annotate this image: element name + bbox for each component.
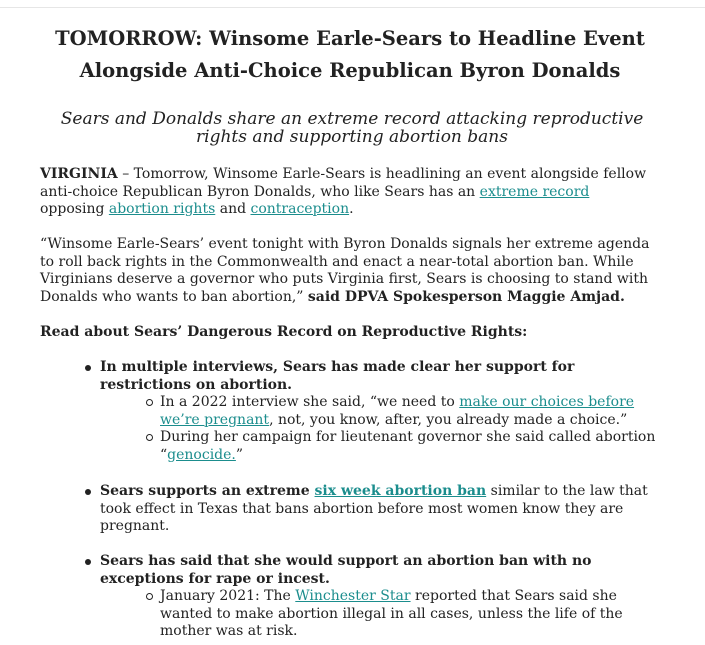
genocide-link[interactable]: genocide. — [167, 446, 236, 463]
abortion-rights-link[interactable]: abortion rights — [108, 201, 216, 217]
six-week-ban-link[interactable]: six week abortion ban — [314, 483, 487, 499]
winchester-star-link[interactable]: Winchester Star — [295, 588, 411, 604]
extreme-record-link[interactable]: extreme record — [479, 183, 590, 200]
quote-attribution: said DPVA Spokesperson Maggie Amjad. — [307, 288, 625, 305]
sub-item-text: , not, you know, after, you already made a choice.” — [269, 411, 628, 428]
intro-text: . — [349, 201, 354, 217]
top-divider — [0, 7, 705, 8]
record-list — [40, 483, 656, 536]
sub-list — [100, 588, 656, 641]
quote-text: “Winsome Earle-Sears’ event tonight with Byron Donalds signals her extreme agenda to roll back rights in the Commonwealth and enact a near-total abortion ban. While Virginians deserve a governor who puts Virginia first, Sears is choosing to stand with Donalds who wants to ban abortion,” — [40, 236, 650, 305]
sub-list-item — [160, 429, 656, 464]
headline-line-1: TOMORROW: Winsome Earle-Sears to Headline Event — [55, 27, 645, 50]
intro-text: and — [215, 201, 251, 217]
bullet-title: Sears supports an extreme — [100, 483, 315, 499]
contraception-link[interactable]: contraception — [250, 201, 350, 217]
sub-item-text: In a 2022 interview she said, “we need to — [160, 394, 460, 410]
sub-item-text: January 2021: The — [160, 588, 296, 604]
sub-list — [100, 394, 656, 464]
section-heading-text: Read about Sears’ Dangerous Record on Reproductive Rights: — [40, 324, 528, 340]
sub-item-text: reported that Sears said she wanted to make abortion illegal in all cases, unless the life of the mother was at risk. — [160, 588, 623, 639]
list-item — [100, 483, 656, 536]
intro-paragraph — [40, 166, 652, 219]
list-item — [100, 359, 656, 464]
dateline: VIRGINIA — [40, 166, 118, 182]
make-our-choices-link[interactable]: make our choices before we’re pregnant — [160, 394, 635, 428]
headline-line-2: Alongside Anti-Choice Republican Byron Donalds — [79, 59, 621, 82]
quote-paragraph — [40, 236, 652, 306]
record-list — [40, 359, 656, 464]
bullet-title: In multiple interviews, Sears has made clear her support for restrictions on abortion. — [100, 359, 575, 393]
sub-list-item — [160, 394, 656, 429]
section-heading — [40, 324, 652, 342]
sub-item-text: During her campaign for lieutenant governor she said called abortion “ — [160, 429, 656, 463]
bullet-text: similar to the law that took effect in Texas that bans abortion before most women know they are pregnant. — [100, 483, 648, 534]
subheadline: Sears and Donalds share an extreme record attacking reproductive rights and supporting abortion bans — [60, 109, 644, 147]
record-list — [40, 553, 656, 641]
list-item — [100, 553, 656, 641]
intro-text: opposing — [40, 201, 109, 217]
intro-text: – Tomorrow, Winsome Earle-Sears is headlining an event alongside fellow anti-choice Republican Byron Donalds, who like Sears has an — [40, 166, 647, 200]
sub-list-item — [160, 588, 656, 641]
headline — [40, 23, 660, 87]
bullet-title: Sears has said that she would support an abortion ban with no exceptions for rape or incest. — [100, 553, 592, 587]
sub-item-text: ” — [235, 446, 244, 463]
